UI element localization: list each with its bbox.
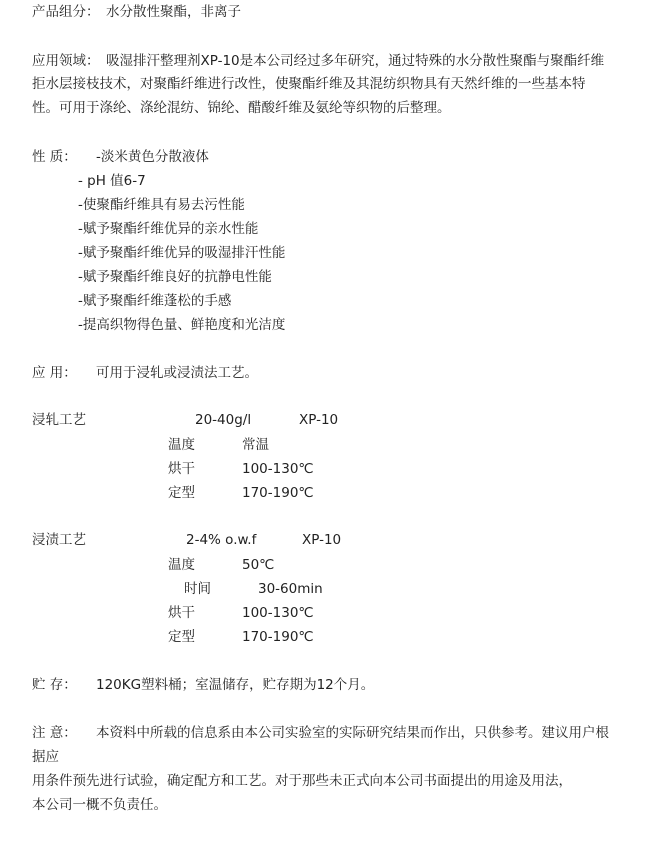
property-item: -提高织物得色量、鲜艳度和光洁度 bbox=[78, 317, 286, 333]
application-field-line-3: 性。可用于涤纶、涤纶混纺、锦纶、醋酸纤维及氨纶等织物的后整理。 bbox=[32, 100, 451, 116]
padding-value: 常温 bbox=[242, 437, 269, 453]
notice-line-3: 用条件预先进行试验，确定配方和工艺。对于那些未正式向本公司书面提出的用途及用法， bbox=[32, 773, 572, 789]
property-item: -赋予聚酯纤维蓬松的手感 bbox=[78, 293, 232, 309]
padding-process-title: 浸轧工艺 bbox=[32, 412, 86, 428]
exhaust-value: 100-130℃ bbox=[242, 605, 314, 621]
notice-label: 注 意： bbox=[32, 725, 77, 741]
notice-line-1: 本资料中所载的信息系由本公司实验室的实际研究结果而作出，只供参考。建议用户根 bbox=[96, 725, 609, 741]
exhaust-value: 50℃ bbox=[242, 557, 275, 573]
property-item: -赋予聚酯纤维良好的抗静电性能 bbox=[78, 269, 272, 285]
application-field-line-2: 拒水层接枝技术，对聚酯纤维进行改性，使聚酯纤维及其混纺织物具有天然纤维的一些基本特 bbox=[32, 76, 586, 92]
usage-value: 可用于浸轧或浸渍法工艺。 bbox=[96, 365, 258, 381]
usage-label: 应 用： bbox=[32, 365, 77, 381]
exhaust-value: 170-190℃ bbox=[242, 629, 314, 645]
property-item: -赋予聚酯纤维优异的吸湿排汗性能 bbox=[78, 245, 286, 261]
storage-label: 贮 存： bbox=[32, 677, 77, 693]
padding-param: 烘干 bbox=[168, 461, 195, 477]
exhaust-param: 温度 bbox=[168, 557, 195, 573]
exhaust-process-product: XP-10 bbox=[302, 532, 342, 548]
padding-process-dosage: 20-40g/l bbox=[195, 412, 252, 428]
property-item: -淡米黄色分散液体 bbox=[96, 149, 209, 165]
exhaust-param: 烘干 bbox=[168, 605, 195, 621]
application-field-label: 应用领域： bbox=[32, 53, 100, 69]
padding-param: 定型 bbox=[168, 485, 195, 501]
notice-line-2: 据应 bbox=[32, 749, 59, 765]
exhaust-param: 定型 bbox=[168, 629, 195, 645]
exhaust-param: 时间 bbox=[184, 581, 211, 597]
exhaust-process-title: 浸渍工艺 bbox=[32, 532, 86, 548]
composition-value: 水分散性聚酯，非离子 bbox=[106, 4, 241, 20]
property-item: -使聚酯纤维具有易去污性能 bbox=[78, 197, 245, 213]
padding-param: 温度 bbox=[168, 437, 195, 453]
notice-line-4: 本公司一概不负责任。 bbox=[32, 797, 167, 813]
exhaust-value: 30-60min bbox=[258, 581, 323, 597]
composition-label: 产品组分： bbox=[32, 4, 100, 20]
padding-value: 170-190℃ bbox=[242, 485, 314, 501]
property-item: -赋予聚酯纤维优异的亲水性能 bbox=[78, 221, 259, 237]
application-field-line-1: 吸湿排汗整理剂XP-10是本公司经过多年研究，通过特殊的水分散性聚酯与聚酯纤维 bbox=[106, 53, 605, 69]
storage-value: 120KG塑料桶；室温储存，贮存期为12个月。 bbox=[96, 677, 375, 693]
padding-value: 100-130℃ bbox=[242, 461, 314, 477]
properties-label: 性 质： bbox=[32, 149, 77, 165]
exhaust-process-dosage: 2-4% o.w.f bbox=[186, 532, 257, 548]
property-item: - pH 值6-7 bbox=[78, 173, 146, 189]
padding-process-product: XP-10 bbox=[299, 412, 339, 428]
